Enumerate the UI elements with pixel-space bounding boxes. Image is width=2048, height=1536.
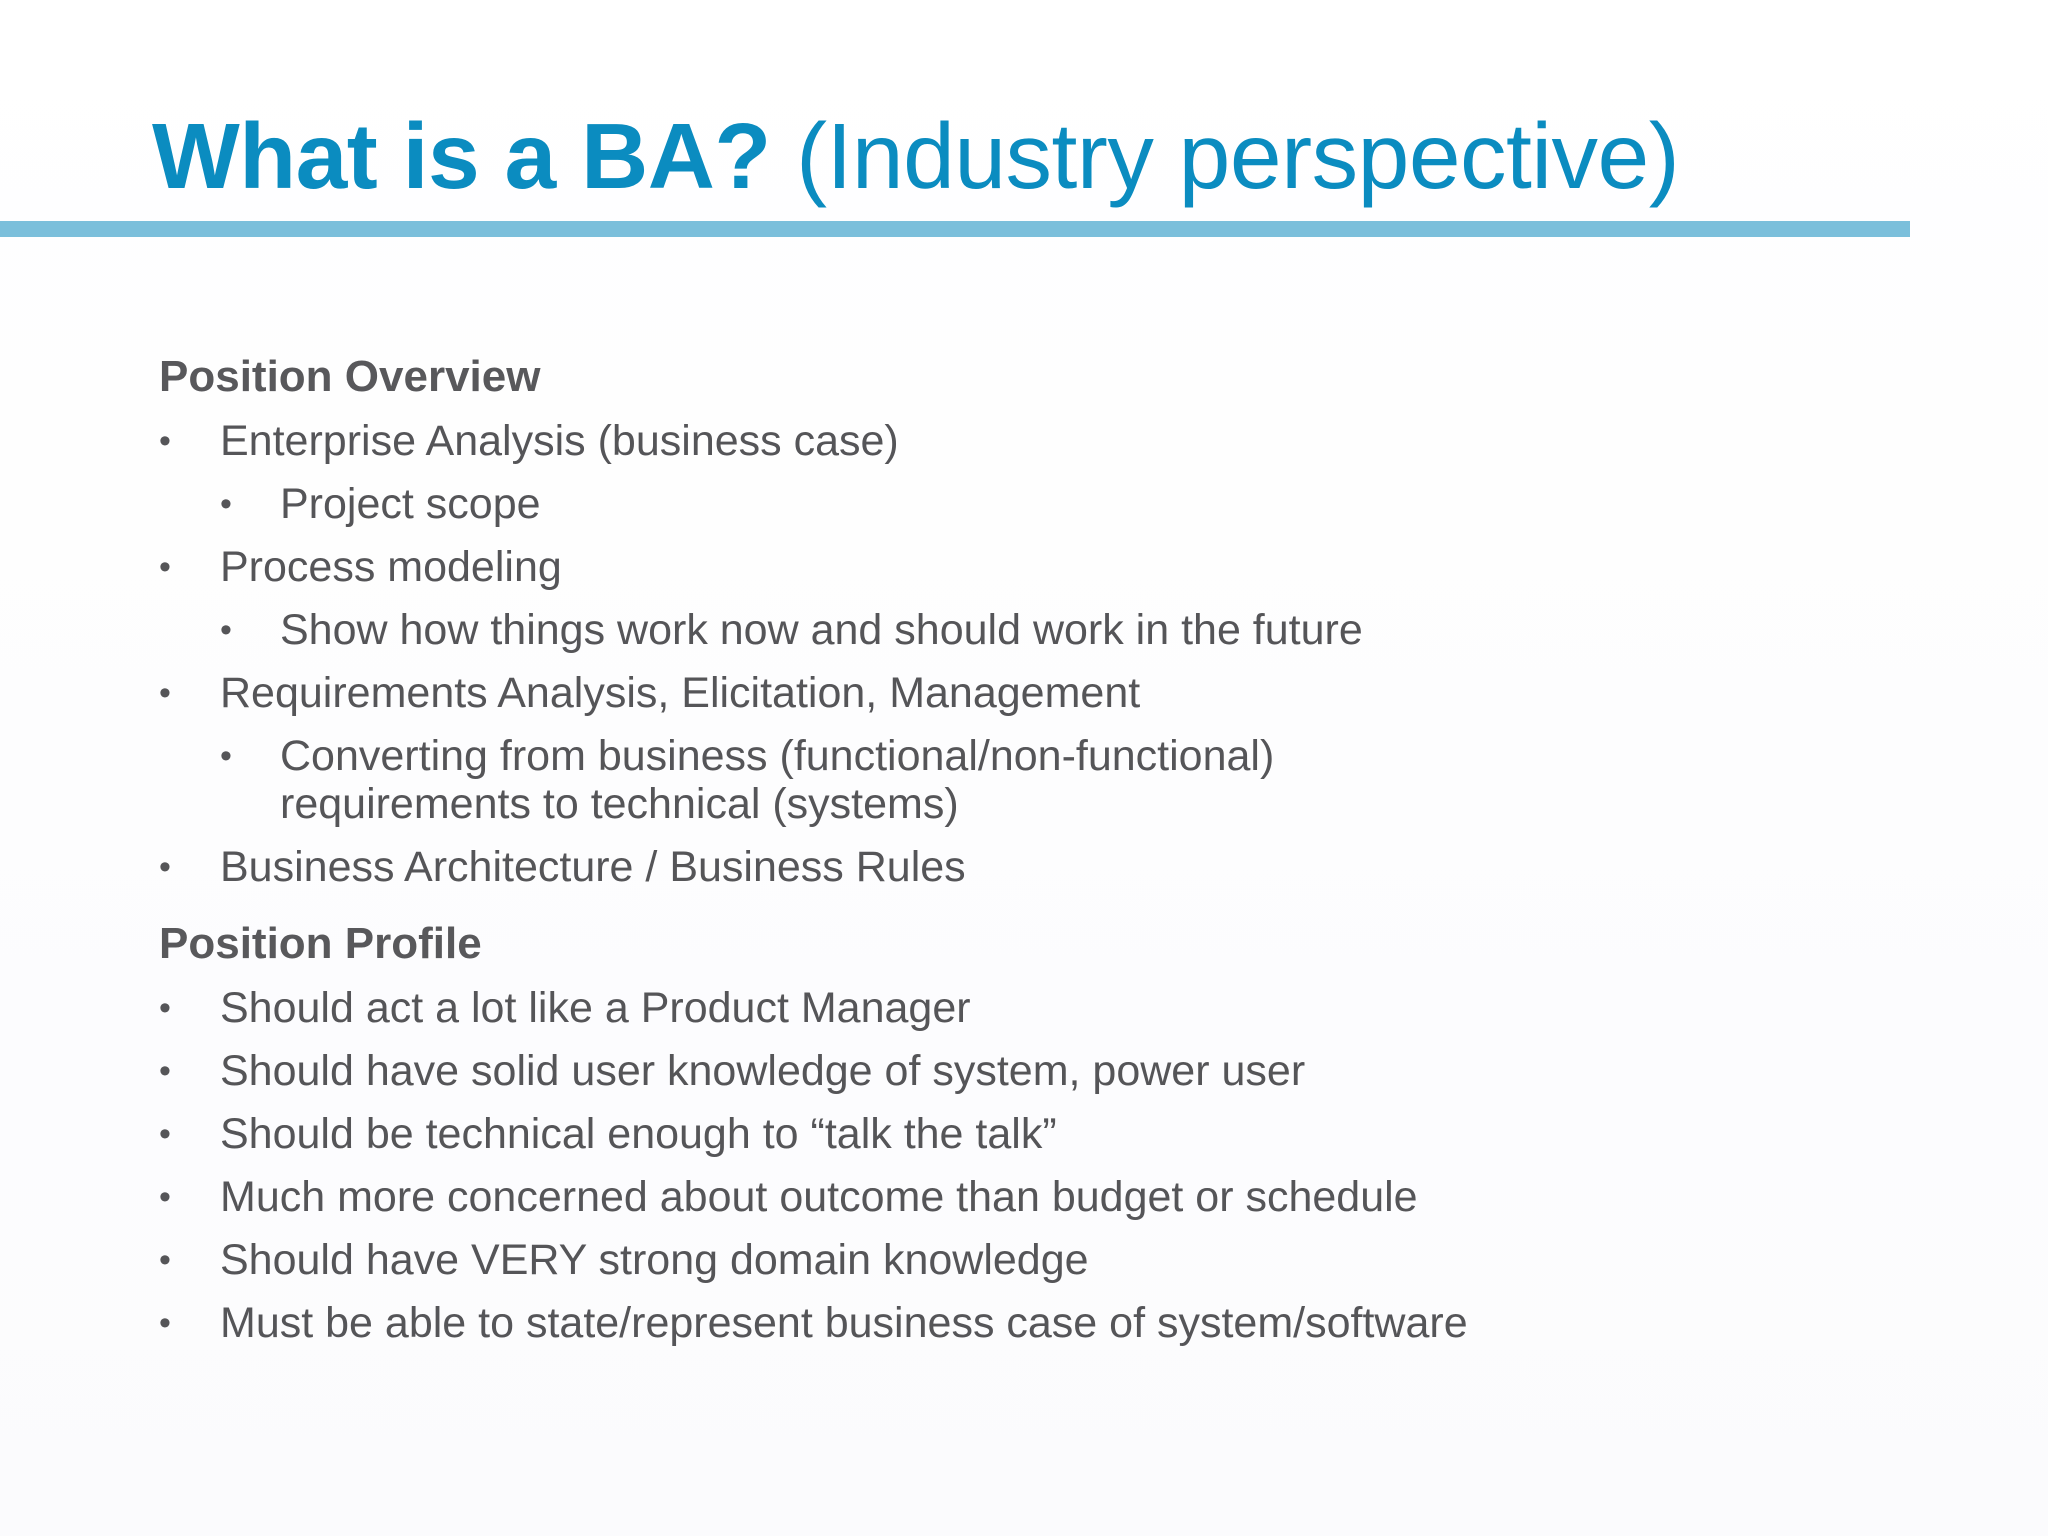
profile-item-text: Should be technical enough to “talk the talk”: [220, 1110, 1057, 1158]
bullet-icon: •: [159, 1115, 171, 1153]
bullet-icon: •: [159, 1178, 171, 1216]
overview-sublist: [159, 598, 1859, 661]
position-profile-heading: Position Profile: [159, 919, 482, 968]
position-overview-heading: Position Overview: [159, 352, 541, 401]
overview-sublist: [159, 472, 1859, 535]
overview-item: [159, 535, 1859, 598]
profile-item-text: Much more concerned about outcome than budget or schedule: [220, 1173, 1418, 1221]
profile-item: [159, 1228, 1859, 1291]
overview-list: [159, 409, 1859, 898]
overview-subitem: [159, 724, 1859, 835]
profile-item: [159, 1291, 1859, 1354]
bullet-icon: •: [159, 1304, 171, 1342]
overview-item-text: Business Architecture / Business Rules: [220, 843, 966, 891]
overview-subitem: [159, 598, 1859, 661]
overview-item: [159, 409, 1859, 472]
title-divider: [0, 221, 1910, 237]
overview-sublist: [159, 724, 1859, 835]
slide-title-subtitle: (Industry perspective): [796, 104, 1680, 208]
overview-item-text: Enterprise Analysis (business case): [220, 417, 899, 465]
slide-title-bold: What is a BA?: [152, 104, 771, 208]
overview-subitem-text: Show how things work now and should work in the future: [280, 606, 1363, 654]
overview-subitem-text: Converting from business (functional/non-functional) requirements to technical (systems): [280, 732, 1275, 828]
profile-item-text: Should have solid user knowledge of system, power user: [220, 1047, 1306, 1095]
overview-item-text: Requirements Analysis, Elicitation, Management: [220, 669, 1141, 717]
bullet-icon: •: [220, 485, 232, 523]
profile-item: [159, 1165, 1859, 1228]
overview-subitem-group: [159, 472, 1859, 535]
bullet-icon: •: [220, 737, 232, 775]
overview-item: [159, 661, 1859, 724]
overview-subitem-group: [159, 724, 1859, 835]
profile-list: [159, 976, 1859, 1354]
overview-subitem: [159, 472, 1859, 535]
bullet-icon: •: [159, 674, 171, 712]
profile-item: [159, 1102, 1859, 1165]
bullet-icon: •: [159, 1052, 171, 1090]
overview-subitem-group: [159, 598, 1859, 661]
overview-subitem-text: Project scope: [280, 480, 541, 528]
bullet-icon: •: [159, 548, 171, 586]
profile-item-text: Should act a lot like a Product Manager: [220, 984, 971, 1032]
profile-item: [159, 1039, 1859, 1102]
overview-item-text: Process modeling: [220, 543, 562, 591]
slide-title: [152, 100, 1679, 212]
bullet-icon: •: [159, 989, 171, 1027]
profile-item-text: Should have VERY strong domain knowledge: [220, 1236, 1089, 1284]
profile-item-text: Must be able to state/represent business case of system/software: [220, 1299, 1468, 1347]
overview-item: [159, 835, 1859, 898]
bullet-icon: •: [159, 848, 171, 886]
bullet-icon: •: [220, 611, 232, 649]
bullet-icon: •: [159, 422, 171, 460]
bullet-icon: •: [159, 1241, 171, 1279]
slide-body: [159, 345, 1859, 1354]
profile-item: [159, 976, 1859, 1039]
